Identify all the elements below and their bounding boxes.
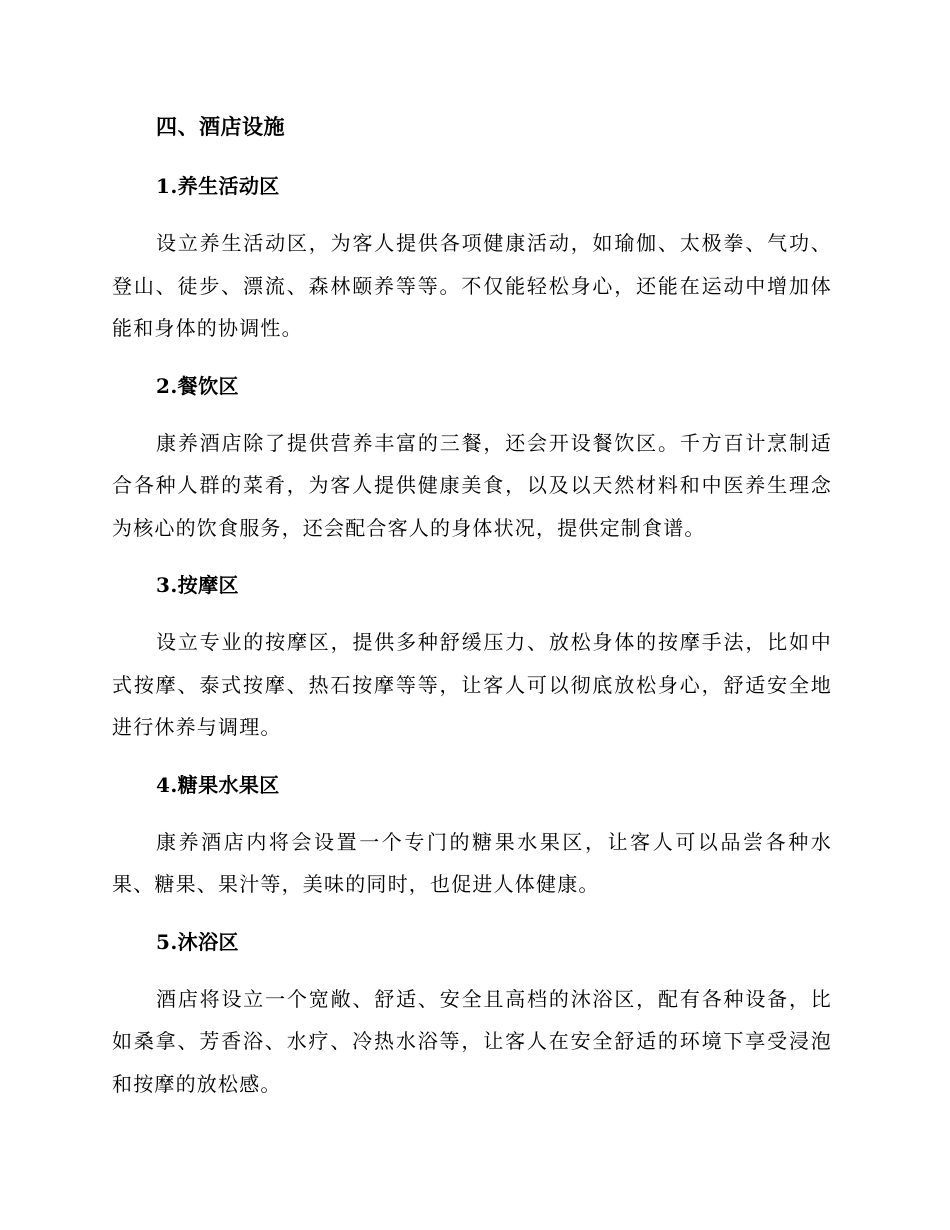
paragraph-wellness-activity-area: 设立养生活动区，为客人提供各项健康活动，如瑜伽、太极拳、气功、登山、徒步、漂流、森林颐养等等。不仅能轻松身心，还能在运动中增加体能和身体的协调性。 [112, 231, 832, 340]
paragraph-bathing-area: 酒店将设立一个宽敞、舒适、安全且高档的沐浴区，配有各种设备，比如桑拿、芳香浴、水疗、冷热水浴等，让客人在安全舒适的环境下享受浸泡和按摩的放松感。 [112, 986, 832, 1096]
heading-dining-area: 2.餐饮区 [156, 373, 239, 398]
heading-massage-area: 3.按摩区 [156, 573, 239, 597]
document-page [112, 108, 832, 1123]
paragraph-dining-area: 康养酒店除了提供营养丰富的三餐，还会开设餐饮区。千方百计烹制适合各种人群的菜肴，为客人提供健康美食，以及以天然材料和中医养生理念为核心的饮食服务，还会配合客人的身体状况，提供定制食谱。 [112, 430, 832, 540]
heading-candy-fruit-area: 4.糖果水果区 [156, 772, 280, 797]
paragraph-candy-fruit-area: 康养酒店内将会设置一个专门的糖果水果区，让客人可以品尝各种水果、糖果、果汁等，美味的同时，也促进人体健康。 [112, 829, 832, 896]
paragraph-massage-area: 设立专业的按摩区，提供多种舒缓压力、放松身体的按摩手法，比如中式按摩、泰式按摩、热石按摩等等，让客人可以彻底放松身心，舒适安全地进行休养与调理。 [112, 630, 832, 739]
heading-bathing-area: 5.沐浴区 [156, 929, 239, 954]
heading-wellness-activity-area: 1.养生活动区 [156, 174, 280, 198]
section-title: 四、酒店设施 [156, 114, 285, 139]
